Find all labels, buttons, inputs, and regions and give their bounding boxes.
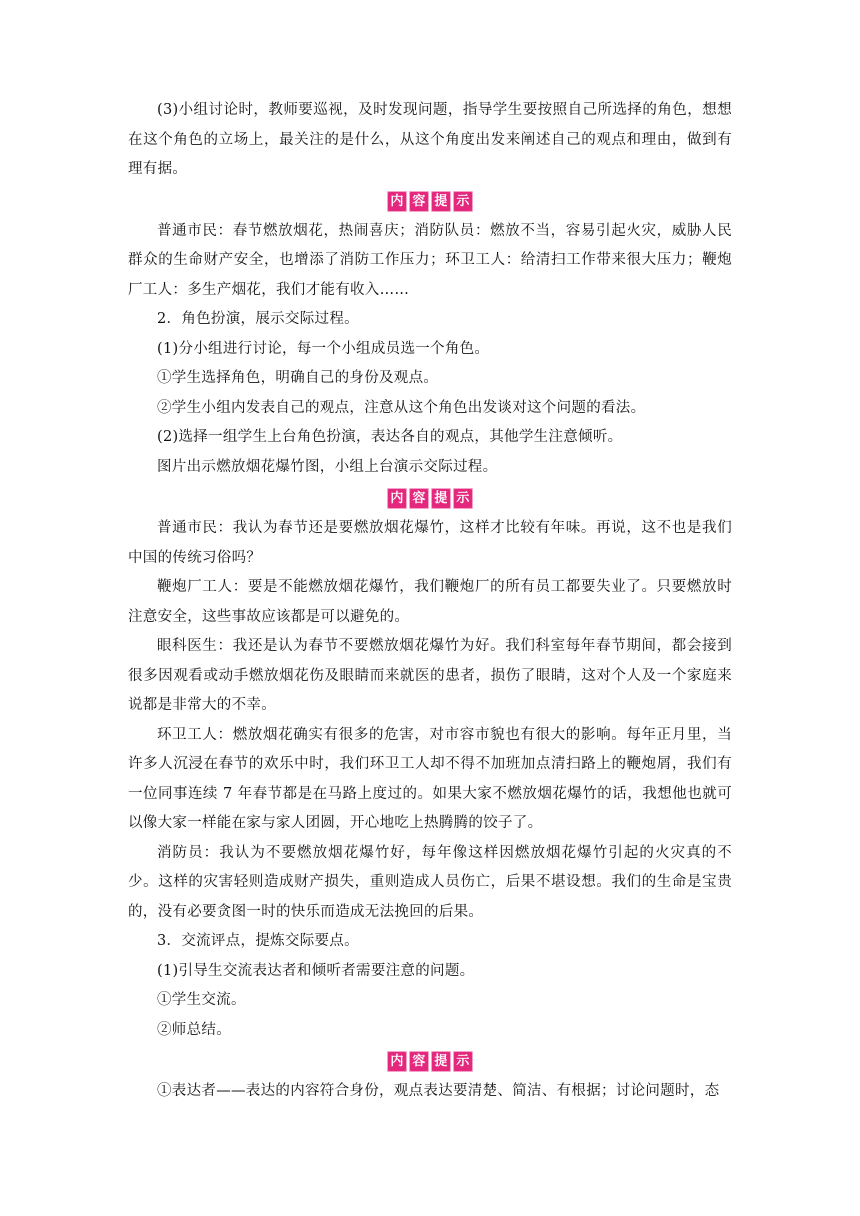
banner-char: 示 [453,191,473,212]
content-tip-banner [128,484,732,514]
banner-char: 容 [409,1051,429,1072]
banner-char: 提 [431,191,451,212]
paragraph: 2．角色扮演，展示交际过程。 [157,311,359,327]
banner-char: 示 [453,1051,473,1072]
paragraph: (1)分小组进行讨论，每一个小组成员选一个角色。 [157,340,490,357]
banner-char: 容 [409,488,429,509]
paragraph: ①表达者——表达的内容符合身份，观点表达要清楚、简洁、有根据；讨论问题时，态 [157,1083,720,1099]
paragraph: ①学生选择角色，明确自己的身份及观点。 [157,370,439,386]
banner-char: 内 [387,1051,407,1072]
banner-char: 提 [431,1051,451,1072]
paragraph: (2)选择一组学生上台角色扮演，表达各自的观点，其他学生注意倾听。 [157,429,623,445]
paragraph: 消防员：我认为不要燃放烟花爆竹好，每年像这样因燃放烟花爆竹引起的火灾真的不少。这样的灾害轻则造成财产损失，重则造成人员伤亡，后果不堪设想。我们的生命是宝贵的，没有必要贪图一时的快乐而造成无法挽回的后果。 [128,844,732,920]
content-tip-banner [128,187,732,217]
document-page [128,96,732,1107]
content-tip-banner [128,1047,732,1077]
paragraph: 普通市民：我认为春节还是要燃放烟花爆竹，这样才比较有年味。再说，这不也是我们中国的传统习俗吗？ [128,520,732,566]
paragraph: 3．交流评点，提炼交际要点。 [157,933,359,949]
paragraph: ②学生小组内发表自己的观点，注意从这个角色出发谈对这个问题的看法。 [157,399,646,416]
paragraph: 普通市民：春节燃放烟花，热闹喜庆；消防队员：燃放不当，容易引起火灾，威胁人民群众的生命财产安全，也增添了消防工作压力；环卫工人：给清扫工作带来很大压力；鞭炮厂工人：多生产烟花，我们才能有收入…… [128,222,732,298]
paragraph: (3)小组讨论时，教师要巡视，及时发现问题，指导学生要按照自己所选择的角色，想想在这个角色的立场上，最关注的是什么，从这个角度出发来阐述自己的观点和理由，做到有理有据。 [128,102,732,177]
banner-char: 示 [453,488,473,509]
banner-char: 内 [387,488,407,509]
paragraph: ②师总结。 [157,1021,231,1038]
banner-char: 内 [387,191,407,212]
paragraph: 眼科医生：我还是认为春节不要燃放烟花爆竹为好。我们科室每年春节期间，都会接到很多因观看或动手燃放烟花伤及眼睛而来就医的患者，损伤了眼睛，这对个人及一个家庭来说都是非常大的不幸。 [128,638,732,713]
paragraph: 环卫工人：燃放烟花确实有很多的危害，对市容市貌也有很大的影响。每年正月里，当许多人沉浸在春节的欢乐中时，我们环卫工人却不得不加班加点清扫路上的鞭炮屑，我们有一位同事连续 7 年春节都是在马路上度过的。如果大家不燃放烟花爆竹的话，我想他也就可以像大家一样能在家与家人团圆，开心地吃上热腾腾的饺子了。 [128,726,732,831]
paragraph: 鞭炮厂工人：要是不能燃放烟花爆竹，我们鞭炮厂的所有员工都要失业了。只要燃放时注意安全，这些事故应该都是可以避免的。 [128,579,732,625]
paragraph: ①学生交流。 [157,992,246,1008]
banner-char: 提 [431,488,451,509]
banner-char: 容 [409,191,429,212]
paragraph: 图片出示燃放烟花爆竹图，小组上台演示交际过程。 [157,458,498,475]
paragraph: (1)引导生交流表达者和倾听者需要注意的问题。 [157,962,475,979]
